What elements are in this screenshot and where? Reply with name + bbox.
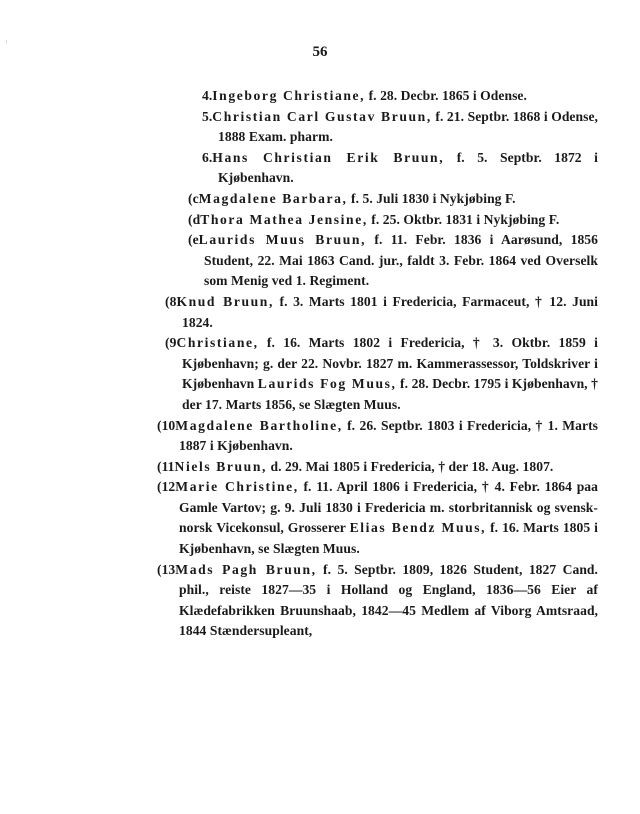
genealogy-entry bbox=[0, 457, 598, 478]
entry-paragraph bbox=[157, 560, 598, 642]
genealogy-entry bbox=[0, 292, 598, 333]
entry-paragraph bbox=[202, 148, 598, 189]
spouse-name: Laurids Fog Muus, bbox=[257, 376, 397, 392]
entry-marker: (c bbox=[188, 190, 199, 206]
genealogy-entry bbox=[0, 210, 598, 231]
genealogy-entry bbox=[0, 148, 598, 189]
entry-paragraph bbox=[188, 230, 598, 292]
entry-marker: 4. bbox=[202, 88, 213, 103]
entry-text: f. 16. Marts 1805 i Kjøbenhavn, se Slægten Muus. bbox=[179, 520, 598, 557]
entry-marker: (11 bbox=[157, 458, 175, 474]
person-name: Christian Carl Gustav Bruun, bbox=[212, 108, 432, 124]
entry-paragraph bbox=[157, 477, 599, 559]
genealogy-entry bbox=[0, 560, 598, 642]
person-name: Knud Bruun, bbox=[176, 293, 274, 309]
person-name: Mads Pagh Bruun, bbox=[175, 561, 317, 577]
person-name: Niels Bruun, bbox=[174, 458, 268, 474]
entry-text: f. 25. Oktbr. 1831 i Nykjøbing F. bbox=[367, 211, 560, 227]
person-name: Laurids Muus Bruun, bbox=[198, 232, 367, 248]
entry-text: f. 28. Decbr. 1795 i Kjøbenhavn, † der 17. Marts 1856, se Slægten Muus. bbox=[182, 376, 598, 412]
entry-text: f. 5. Septbr. 1809, 1826 Student, 1827 Cand. phil., reiste 1827—35 i Holland og England, 1836—56 Eier af Klædefabrikken Bruunshaab, 1842—45 Medlem af Viborg Amtsraad, 1844 Stændersupleant, bbox=[179, 561, 598, 639]
genealogy-entry bbox=[0, 416, 598, 457]
entry-paragraph bbox=[157, 416, 598, 457]
entry-paragraph bbox=[165, 292, 598, 333]
person-name: Ingeborg Christiane, bbox=[212, 88, 366, 103]
entry-text: f. 28. Decbr. 1865 i Odense. bbox=[365, 88, 527, 103]
person-name: Marie Christine, bbox=[175, 479, 299, 495]
genealogy-entry bbox=[0, 107, 598, 148]
entry-text: f. 11. Febr. 1836 i Aarøsund, 1856 Student, 22. Mai 1863 Cand. jur., faldt 3. Febr. 1864 ved Overselk som Menig ved 1. Regiment. bbox=[204, 232, 598, 289]
person-name: Thora Mathea Jensine, bbox=[200, 211, 368, 227]
entry-marker: 5. bbox=[202, 108, 213, 124]
entry-paragraph bbox=[188, 210, 598, 231]
genealogy-entry bbox=[0, 477, 598, 559]
entry-text: f. 26. Septbr. 1803 i Fredericia, † 1. Marts 1887 i Kjøbenhavn. bbox=[179, 417, 598, 454]
page-number: 56 bbox=[312, 44, 328, 60]
person-name: Hans Christian Erik Bruun, bbox=[212, 149, 445, 165]
entry-marker: (10 bbox=[157, 417, 176, 433]
entry-text: f. 3. Marts 1801 i Fredericia, Farmaceut, † 12. Juni 1824. bbox=[182, 293, 598, 330]
entry-paragraph bbox=[188, 189, 598, 210]
genealogy-entry bbox=[0, 333, 598, 415]
entry-paragraph bbox=[157, 457, 598, 478]
entry-text: d. 29. Mai 1805 i Fredericia, † der 18. Aug. 1807. bbox=[267, 458, 554, 474]
entry-text: f. 11. April 1806 i Fredericia, † 4. Febr. 1864 paa Gamle Vartov; g. 9. Juli 1830 i Fredericia m. storbritannisk og svensk-norsk Vicekonsul, Grosserer bbox=[179, 479, 599, 536]
genealogy-entry bbox=[0, 86, 598, 107]
person-name: Magdalene Barbara, bbox=[198, 190, 348, 206]
entry-paragraph bbox=[202, 107, 598, 148]
entry-marker: (9 bbox=[165, 335, 177, 351]
entry-text: f. 5. Septbr. 1872 i Kjøbenhavn. bbox=[218, 149, 598, 186]
entry-text: f. 21. Septbr. 1868 i Odense, 1888 Exam. pharm. bbox=[218, 108, 598, 145]
margin-dot bbox=[6, 40, 11, 44]
genealogy-entries bbox=[0, 86, 640, 642]
entry-marker: (8 bbox=[165, 293, 177, 309]
entry-paragraph bbox=[202, 86, 598, 107]
spouse-name: Elias Bendz Muus, bbox=[349, 520, 487, 536]
genealogy-entry bbox=[0, 230, 598, 292]
entry-marker: (12 bbox=[157, 479, 176, 495]
entry-marker: (d bbox=[188, 211, 201, 227]
genealogy-entry bbox=[0, 189, 598, 210]
entry-marker: (13 bbox=[157, 561, 176, 577]
person-name: Christiane, bbox=[176, 335, 259, 351]
entry-text: f. 5. Juli 1830 i Nykjøbing F. bbox=[347, 190, 516, 206]
entry-marker: (e bbox=[188, 232, 199, 248]
entry-text: f. 16. Marts 1802 i Fredericia, † 3. Oktbr. 1859 i Kjøbenhavn; g. der 22. Novbr. 1827 m. Kammerassessor, Toldskriver i Kjøbenhavn bbox=[182, 335, 598, 392]
entry-paragraph bbox=[165, 333, 598, 415]
person-name: Magdalene Bartholine, bbox=[175, 417, 343, 433]
entry-marker: 6. bbox=[202, 149, 213, 165]
